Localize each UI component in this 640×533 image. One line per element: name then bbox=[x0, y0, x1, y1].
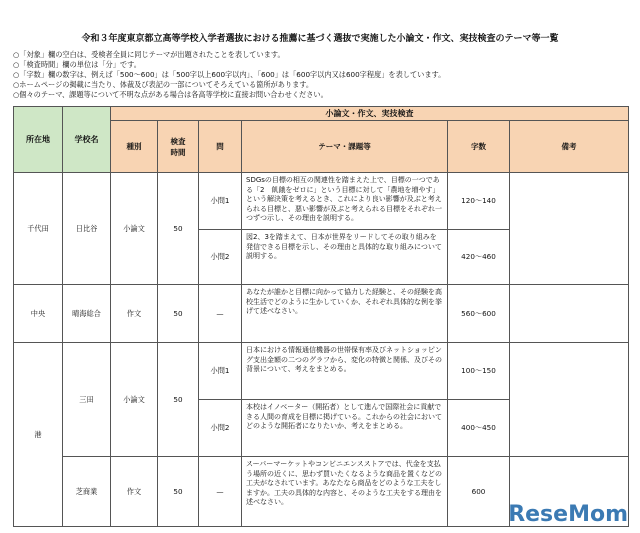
theme-cell: 図2、3を踏まえて、日本が世界をリードしてその取り組みを発信できる目標を示し、その理由と具体的な取り組みについて説明する。 bbox=[242, 230, 448, 285]
resemom-logo: ReseMom bbox=[508, 502, 628, 527]
header-location: 所在地 bbox=[14, 107, 63, 173]
question-cell: — bbox=[199, 457, 242, 527]
time-cell: 50 bbox=[158, 457, 199, 527]
chars-cell: 120～140 bbox=[448, 173, 510, 230]
table-header-row bbox=[14, 107, 629, 121]
school-cell: 日比谷 bbox=[63, 173, 111, 285]
header-remarks: 備考 bbox=[510, 121, 629, 173]
header-time: 検査 時間 bbox=[158, 121, 199, 173]
question-cell: 小問1 bbox=[199, 173, 242, 230]
school-cell: 晴海総合 bbox=[63, 285, 111, 343]
header-question: 問 bbox=[199, 121, 242, 173]
table-row bbox=[14, 173, 629, 230]
type-cell: 小論文 bbox=[111, 343, 158, 457]
chars-cell: 420～460 bbox=[448, 230, 510, 285]
theme-cell: あなたが誰かと目標に向かって協力した経験と、その経験を高校生活でどのように生かしていくか、それぞれ具体的な例を挙げて述べなさい。 bbox=[242, 285, 448, 343]
note-item: ○ホームページの掲載に当たり、体裁及び表記の一部についてそろえている箇所があります。 bbox=[13, 80, 314, 89]
location-cell: 港 bbox=[14, 343, 63, 527]
school-cell: 芝商業 bbox=[63, 457, 111, 527]
table-row bbox=[14, 343, 629, 400]
question-cell: 小問2 bbox=[199, 400, 242, 457]
chars-cell: 100～150 bbox=[448, 343, 510, 400]
school-cell: 三田 bbox=[63, 343, 111, 457]
header-theme: テーマ・課題等 bbox=[242, 121, 448, 173]
header-school: 学校名 bbox=[63, 107, 111, 173]
question-cell: 小問1 bbox=[199, 343, 242, 400]
document-title: 令和３年度東京都立高等学校入学者選抜における推薦に基づく選抜で実施した小論文・作文、実技検査のテーマ等一覧 bbox=[81, 34, 559, 44]
question-cell: 小問2 bbox=[199, 230, 242, 285]
header-chars: 字数 bbox=[448, 121, 510, 173]
question-cell: — bbox=[199, 285, 242, 343]
note-item: ○「字数」欄の数字は、例えば「500～600」は「500字以上600字以内」、「600」は「600字以内又は600字程度」を表しています。 bbox=[13, 70, 446, 79]
note-item: ○「対象」欄の空白は、受検者全員に同じテーマが出題されたことを表しています。 bbox=[13, 50, 285, 59]
type-cell: 小論文 bbox=[111, 173, 158, 285]
header-group: 小論文・作文、実技検査 bbox=[111, 107, 629, 121]
remarks-cell bbox=[510, 173, 629, 285]
location-cell: 中央 bbox=[14, 285, 63, 343]
type-cell: 作文 bbox=[111, 457, 158, 527]
theme-cell: 本校はイノベーター（開拓者）として進んで国際社会に貢献できる人間の育成を目標に掲げている。これからの社会においてどのような開拓者になりたいか、考えをまとめる。 bbox=[242, 400, 448, 457]
remarks-cell bbox=[510, 285, 629, 343]
table-row bbox=[14, 285, 629, 343]
theme-cell: 日本における情報通信機器の世帯保有率及びネットショッピング支出金額の二つのグラフから、変化の特徴と関係、及びその背景について、考えをまとめる。 bbox=[242, 343, 448, 400]
chars-cell: 600 bbox=[448, 457, 510, 527]
header-type: 種別 bbox=[111, 121, 158, 173]
time-cell: 50 bbox=[158, 343, 199, 457]
time-cell: 50 bbox=[158, 173, 199, 285]
notes-list bbox=[13, 50, 633, 100]
theme-cell: スーパーマーケットやコンビニエンスストアでは、代金を支払う場所の近くに、思わず買いたくなるような商品を置くなどの工夫がなされています。あなたなら商品をどのような工夫をしますか。工夫の具体的な内容と、そのような工夫をする理由を述べなさい。 bbox=[242, 457, 448, 527]
chars-cell: 560～600 bbox=[448, 285, 510, 343]
theme-cell: SDGsの目標の相互の関連性を踏まえた上で、目標の一つである「2 飢餓をゼロに」という目標に対して「農地を増やす」という解決策を考えるとき、これにより良い影響が及ぶと考えられる目標と、悪い影響が及ぶと考えられる目標をそれぞれ一つずつ示し、その理由を説明する。 bbox=[242, 173, 448, 230]
time-cell: 50 bbox=[158, 285, 199, 343]
chars-cell: 400～450 bbox=[448, 400, 510, 457]
note-item: ○「検査時間」欄の単位は「分」です。 bbox=[13, 60, 141, 69]
theme-table bbox=[13, 106, 629, 527]
type-cell: 作文 bbox=[111, 285, 158, 343]
location-cell: 千代田 bbox=[14, 173, 63, 285]
remarks-cell bbox=[510, 343, 629, 457]
note-item: ○個々のテーマ、課題等について不明な点がある場合は各高等学校に直接お問い合わせください。 bbox=[13, 90, 328, 99]
